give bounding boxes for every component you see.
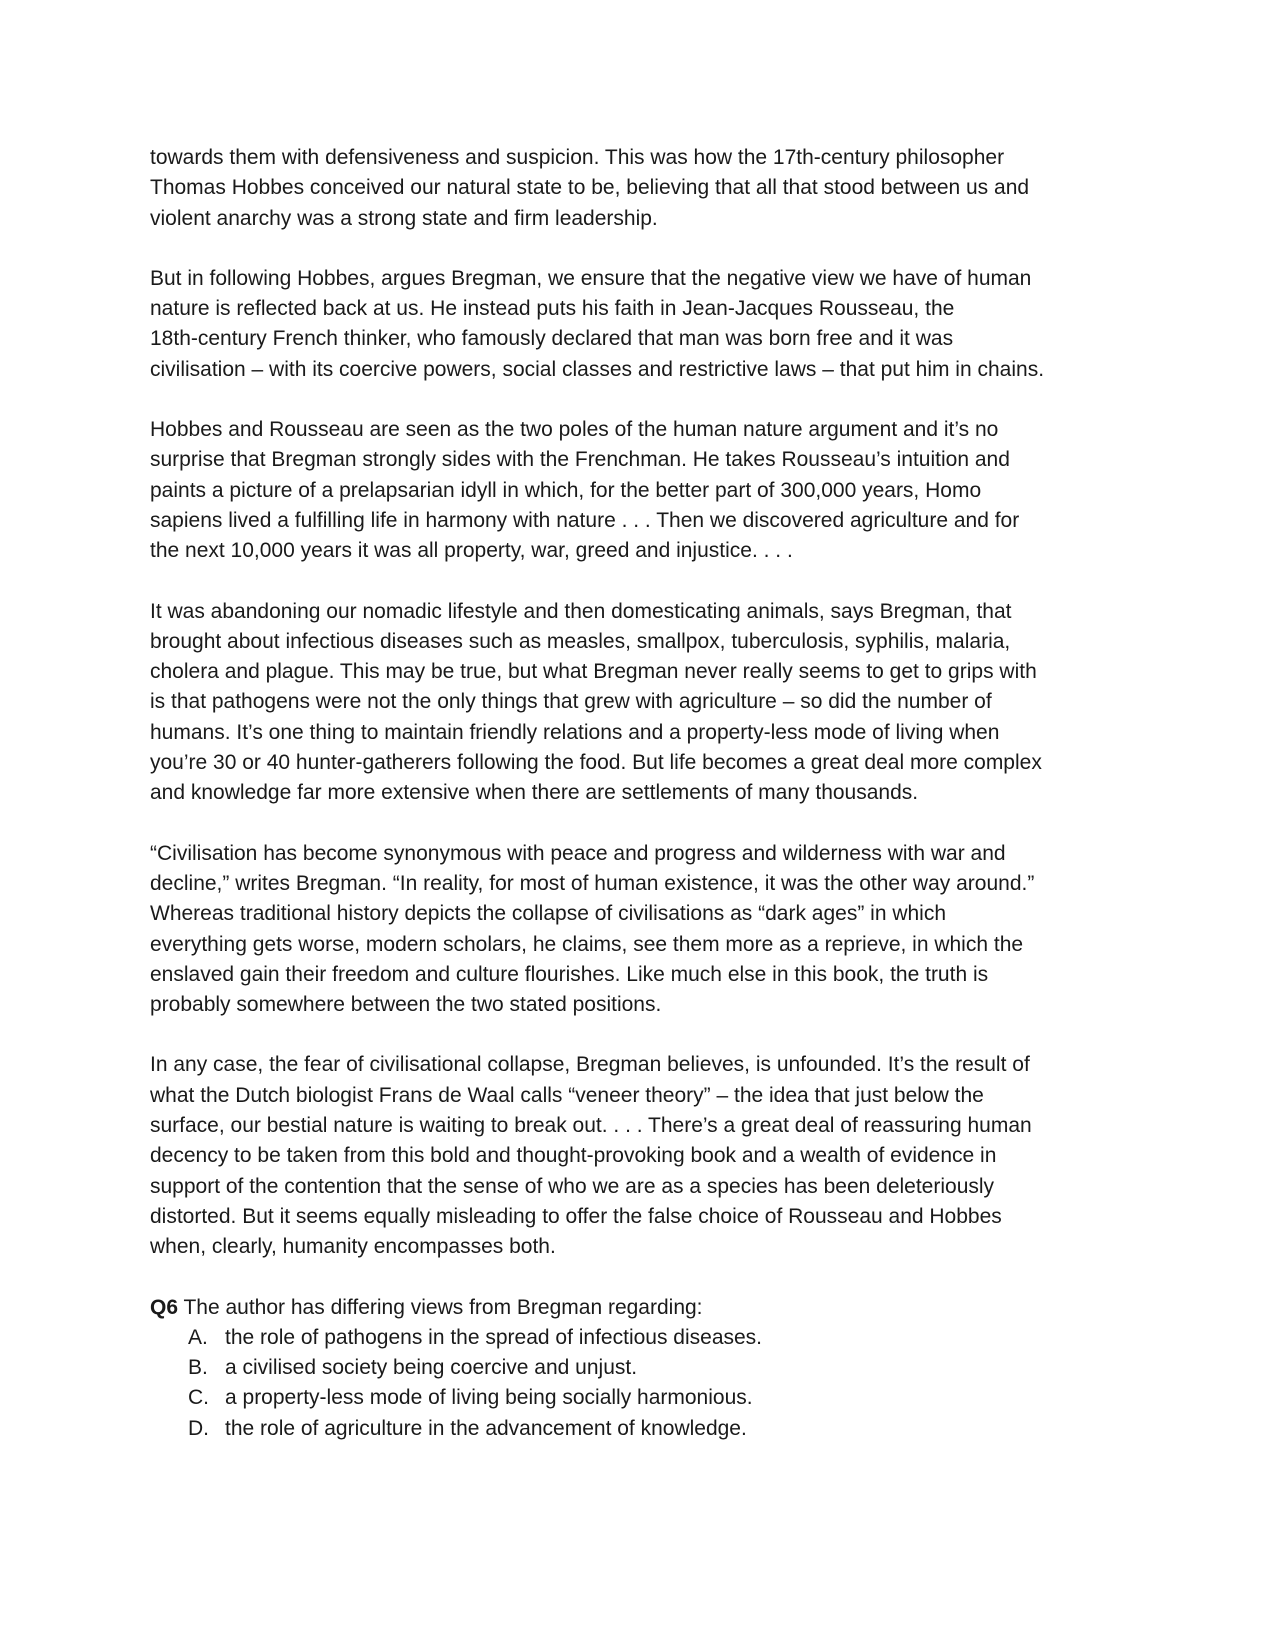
option-text: the role of pathogens in the spread of infectious diseases. [225, 1325, 763, 1349]
option-letter: C. [188, 1386, 209, 1410]
paragraph-5: “Civilisation has become synonymous with peace and progress and wilderness with war and decline,” writes Bregman. “In reality, for most of human existence, it was the other way around.” Whereas traditional history depicts the collapse of civilisations as “dark ages” in which everything gets worse, modern scholars, he claims, see them more as a reprieve, in which the enslaved gain their freedom and culture flourishes. Like much else in this book, the truth is probably somewhere between the two stated positions. [150, 841, 1035, 1017]
answer-options [150, 1323, 1135, 1444]
option-letter: D. [188, 1416, 209, 1440]
paragraph-4: It was abandoning our nomadic lifestyle and then domesticating animals, says Bregman, that brought about infectious diseases such as measles, smallpox, tuberculosis, syphilis, malaria, cholera and plague. This may be true, but what Bregman never really seems to get to grips with is that pathogens were not the only things that grew with agriculture – so did the number of humans. It’s one thing to maintain friendly relations and a property-less mode of living when you’re 30 or 40 hunter-gatherers following the food. But life becomes a great deal more complex and knowledge far more extensive when there are settlements of many thousands. [150, 599, 1042, 805]
question-text: The author has differing views from Bregman regarding: [178, 1295, 703, 1319]
answer-option-a [150, 1323, 1135, 1353]
question-block [150, 1293, 1135, 1444]
answer-option-d [150, 1414, 1135, 1444]
option-text: a civilised society being coercive and unjust. [225, 1356, 638, 1380]
paragraph-3: Hobbes and Rousseau are seen as the two poles of the human nature argument and it’s no surprise that Bregman strongly sides with the Frenchman. He takes Rousseau’s intuition and paints a picture of a prelapsarian idyll in which, for the better part of 300,000 years, Homo sapiens lived a fulfilling life in harmony with nature . . . Then we discovered agriculture and for the next 10,000 years it was all property, war, greed and injustice. . . . [150, 418, 1020, 563]
option-letter: A. [188, 1325, 208, 1349]
answer-option-b [150, 1353, 1135, 1383]
question-number: Q6 [150, 1295, 179, 1319]
paragraph-2: But in following Hobbes, argues Bregman, we ensure that the negative view we have of human nature is reflected back at us. He instead puts his faith in Jean-Jacques Rousseau, the 18th-century French thinker, who famously declared that man was born free and it was civilisation – with its coercive powers, social classes and restrictive laws – that put him in chains. [150, 266, 1045, 381]
option-letter: B. [188, 1356, 208, 1380]
document-page [150, 143, 1135, 1444]
paragraph-6: In any case, the fear of civilisational collapse, Bregman believes, is unfounded. It’s the result of what the Dutch biologist Frans de Waal calls “veneer theory” – the idea that just below the surface, our bestial nature is waiting to break out. . . . There’s a great deal of reassuring human decency to be taken from this bold and thought-provoking book and a wealth of evidence in support of the contention that the sense of who we are as a species has been deleteriously distorted. But it seems equally misleading to offer the false choice of Rousseau and Hobbes when, clearly, humanity encompasses both. [150, 1053, 1032, 1259]
question-stem [150, 1293, 1135, 1323]
option-text: a property-less mode of living being socially harmonious. [225, 1386, 753, 1410]
answer-option-c [150, 1383, 1135, 1413]
paragraph-1: towards them with defensiveness and suspicion. This was how the 17th-century philosopher Thomas Hobbes conceived our natural state to be, believing that all that stood between us and violent anarchy was a strong state and firm leadership. [150, 146, 1030, 230]
option-text: the role of agriculture in the advancement of knowledge. [225, 1416, 747, 1440]
